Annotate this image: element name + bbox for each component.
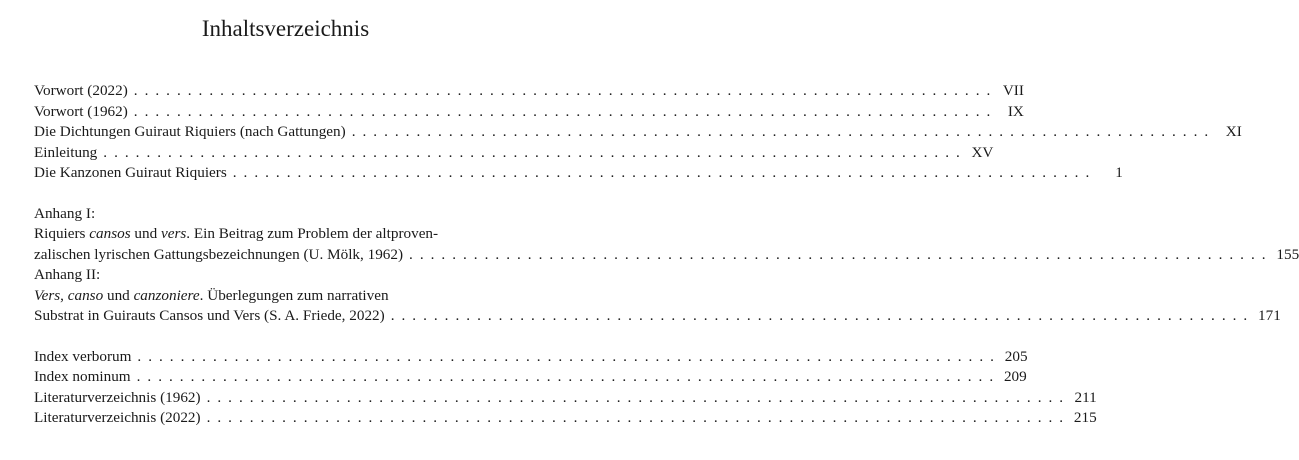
text-run: Riquiers (34, 225, 90, 242)
italic-run: vers (160, 225, 187, 242)
toc-entry-label: Einleitung (34, 143, 98, 161)
toc-entry-page: 1 (1115, 164, 1123, 181)
dot-leader: . . . . . . . . . . . . . . . . . . . . . . . . . . . . . . . . . . . . . . . . . . . . . . . . . . . . . . . . . . . . . . . . . . . . . . . . . . . . . . . . (206, 409, 1065, 426)
toc-entry-page: XV (971, 143, 994, 161)
text-run: und (130, 225, 161, 242)
toc-entry-page: 211 (1074, 388, 1097, 406)
toc-entry (34, 163, 1123, 184)
toc-entry-label: Vorwort (1962) (34, 102, 128, 120)
anhang-2-title-line-2 (34, 306, 1281, 327)
toc-entry (34, 388, 1097, 409)
toc-entry-page: IX (1007, 102, 1024, 120)
toc-entry (34, 408, 1097, 429)
anhang-1-title-line-1 (34, 224, 525, 245)
toc-entry-label: Index verborum (34, 347, 132, 365)
toc-entry-label: Die Dichtungen Guiraut Riquiers (nach Gattungen) (34, 123, 346, 140)
anhang-1-title-line-2 (34, 245, 1299, 266)
dot-leader: . . . . . . . . . . . . . . . . . . . . . . . . . . . . . . . . . . . . . . . . . . . . . . . . . . . . . . . . . . . . . . . . . . . . . . . . . . . . . . . . (206, 388, 1065, 406)
text-run: . Überlegungen zum narrativen (199, 286, 389, 304)
toc-entry (34, 143, 994, 164)
toc-entry-label: Vorwort (2022) (34, 82, 128, 99)
toc-entry-page: XI (1225, 123, 1242, 140)
text-run: , (60, 286, 68, 304)
section-gap (34, 327, 525, 347)
dot-leader: . . . . . . . . . . . . . . . . . . . . . . . . . . . . . . . . . . . . . . . . . . . . . . . . . . . . . . . . . . . . . . . . . . . . . . . . . . . . . . . . (136, 368, 995, 385)
anhang-2-heading: Anhang II: (34, 266, 101, 283)
page-title: Inhaltsverzeichnis (201, 16, 370, 41)
toc-entry (34, 81, 1024, 102)
toc-entry-label: Index nominum (34, 368, 131, 385)
toc-entry-page: VII (1002, 82, 1024, 99)
italic-run: canzoniere (133, 286, 200, 304)
table-of-contents (34, 81, 1299, 429)
anhang-1-heading: Anhang I: (34, 204, 96, 222)
text-run: . Ein Beitrag zum Problem der altproven- (186, 225, 439, 242)
italic-run: Vers (34, 286, 61, 304)
toc-entry-label: Literaturverzeichnis (1962) (34, 388, 201, 406)
text-run: und (103, 286, 134, 304)
toc-entry-label: Substrat in Guirauts Cansos und Vers (S. A. Friede, 2022) (34, 307, 385, 324)
dot-leader: . . . . . . . . . . . . . . . . . . . . . . . . . . . . . . . . . . . . . . . . . . . . . . . . . . . . . . . . . . . . . . . . . . . . . . . . . . . . . . . . (133, 102, 992, 120)
italic-run: cansos (89, 225, 131, 242)
toc-entry-page: 171 (1258, 307, 1281, 324)
anhang-2-title-line-1 (34, 286, 525, 307)
toc-entry (34, 122, 1242, 143)
dot-leader: . . . . . . . . . . . . . . . . . . . . . . . . . . . . . . . . . . . . . . . . . . . . . . . . . . . . . . . . . . . . . . . . . . . . . . . . . . . . . . . . (133, 82, 992, 99)
toc-entry-page: 209 (1003, 368, 1027, 385)
section-gap (34, 184, 525, 204)
dot-leader: . . . . . . . . . . . . . . . . . . . . . . . . . . . . . . . . . . . . . . . . . . . . . . . . . . . . . . . . . . . . . . . . . . . . . . . . . . . . . . . . (137, 347, 996, 365)
dot-leader: . . . . . . . . . . . . . . . . . . . . . . . . . . . . . . . . . . . . . . . . . . . . . . . . . . . . . . . . . . . . . . . . . . . . . . . . . . . . . . . . (103, 143, 962, 161)
toc-entry (34, 347, 1028, 368)
dot-leader: . . . . . . . . . . . . . . . . . . . . . . . . . . . . . . . . . . . . . . . . . . . . . . . . . . . . . . . . . . . . . . . . . . . . . . . . . . . . . . . . (409, 245, 1268, 263)
toc-entry-page: 155 (1276, 245, 1299, 263)
toc-entry-label: Die Kanzonen Guiraut Riquiers (34, 164, 227, 181)
toc-entry-label: zalischen lyrischen Gattungsbezeichnungen (U. Mölk, 1962) (34, 245, 404, 263)
italic-run: canso (67, 286, 104, 304)
dot-leader: . . . . . . . . . . . . . . . . . . . . . . . . . . . . . . . . . . . . . . . . . . . . . . . . . . . . . . . . . . . . . . . . . . . . . . . . . . . . . . . . (390, 307, 1249, 324)
toc-entry (34, 367, 1027, 388)
toc-entry-label: Literaturverzeichnis (2022) (34, 409, 201, 426)
dot-leader: . . . . . . . . . . . . . . . . . . . . . . . . . . . . . . . . . . . . . . . . . . . . . . . . . . . . . . . . . . . . . . . . . . . . . . . . . . . . . . . . (351, 123, 1210, 140)
toc-entry-page: 215 (1073, 409, 1097, 426)
toc-entry (34, 102, 1024, 123)
dot-leader: . . . . . . . . . . . . . . . . . . . . . . . . . . . . . . . . . . . . . . . . . . . . . . . . . . . . . . . . . . . . . . . . . . . . . . . . . . . . . . . . (232, 164, 1091, 181)
toc-entry-page: 205 (1004, 347, 1028, 365)
